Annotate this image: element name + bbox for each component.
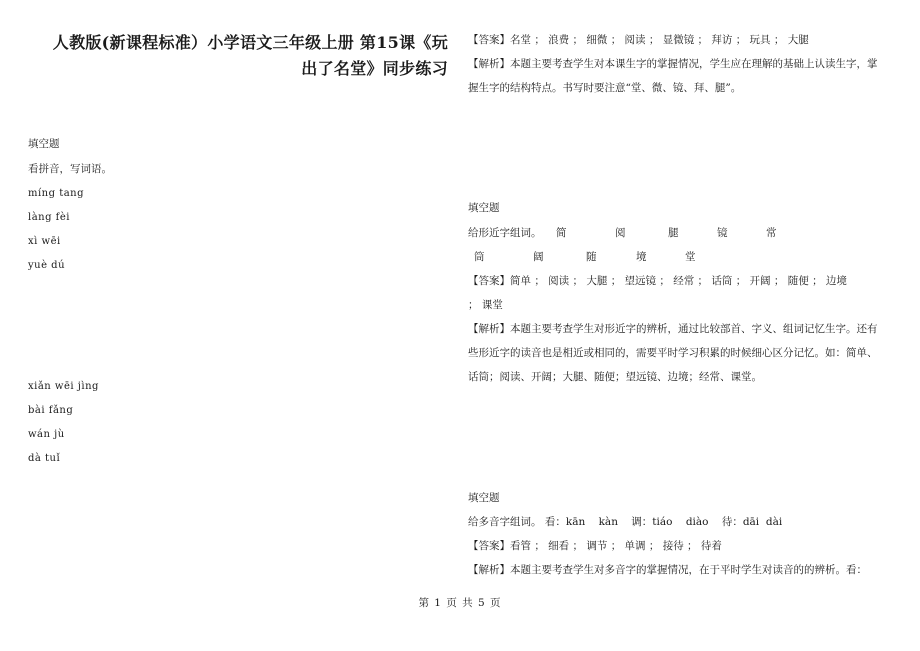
- question-1-analysis-line-2: 握生字的结构特点。书写时要注意“堂、微、镜、拜、腿”。: [468, 82, 742, 94]
- question-1-type: 填空题: [28, 138, 60, 150]
- similar-char: 随: [586, 251, 597, 263]
- question-3-type: 填空题: [468, 492, 500, 504]
- pinyin-item: dà tuǐ: [28, 453, 61, 464]
- similar-char: 堂: [685, 251, 696, 263]
- similar-char: 阅: [615, 227, 626, 239]
- page-number: 第 1 页 共 5 页: [418, 597, 502, 609]
- question-3-analysis: 【解析】本题主要考查学生对多音字的掌握情况，在于平时学生对读音的的辨析。看：: [468, 564, 867, 576]
- pinyin-item: yuè dú: [28, 260, 66, 271]
- similar-char: 筒: [474, 251, 485, 263]
- pinyin-item: bài fǎng: [28, 405, 74, 416]
- similar-char: 镜: [717, 227, 728, 239]
- question-2-analysis-line-2: 些形近字的读音也是相近或相同的，需要平时学习积累的时候细心区分记忆。如：简单、: [468, 347, 878, 359]
- similar-char: 腿: [668, 227, 679, 239]
- pinyin-item: làng fèi: [28, 212, 70, 223]
- pinyin-item: míng tang: [28, 188, 85, 199]
- question-2-analysis-line-1: 【解析】本题主要考查学生对形近字的辨析，通过比较部首、字义、组词记忆生字。还有: [468, 323, 878, 335]
- pinyin-item: wán jù: [28, 429, 65, 440]
- similar-char: 简: [556, 227, 567, 239]
- question-2-answer-line-1: 【答案】简单 ； 阅读 ； 大腿 ； 望远镜 ； 经常 ； 话筒 ； 开阔 ； 随便 ； 边境: [468, 275, 847, 287]
- similar-char: 阔: [533, 251, 544, 263]
- question-2-analysis-line-3: 话筒；阅读、开阔；大腿、随便；望远镜、边境；经常、课堂。: [468, 371, 762, 383]
- question-2-prompt: 给形近字组词。: [468, 227, 542, 239]
- question-3-prompt: 给多音字组词。 看：kān kàn 调：tiáo diào 待：dāi dài: [468, 516, 783, 528]
- page-title-line-2: 出了名堂》同步练习: [301, 59, 448, 78]
- question-1-analysis-line-1: 【解析】本题主要考查学生对本课生字的掌握情况，学生应在理解的基础上认读生字，掌: [468, 58, 878, 70]
- question-1-answer: 【答案】名堂 ； 浪费 ； 细微 ； 阅读 ； 显微镜 ； 拜访 ； 玩具 ； 大腿: [468, 34, 809, 46]
- page-title: [8, 30, 448, 82]
- pinyin-item: xì wēi: [28, 236, 61, 247]
- question-2-type: 填空题: [468, 202, 500, 214]
- question-2-answer-line-2: ； 课堂: [468, 299, 503, 311]
- similar-char: 境: [636, 251, 647, 263]
- question-3-answer: 【答案】看管 ； 细看 ； 调节 ； 单调 ； 接待 ； 待着: [468, 540, 722, 552]
- similar-char: 常: [766, 227, 777, 239]
- page-title-line-1: 人教版(新课程标准）小学语文三年级上册 第15课《玩: [52, 33, 448, 52]
- pinyin-item: xiǎn wēi jìng: [28, 381, 99, 392]
- question-1-prompt: 看拼音，写词语。: [28, 163, 112, 175]
